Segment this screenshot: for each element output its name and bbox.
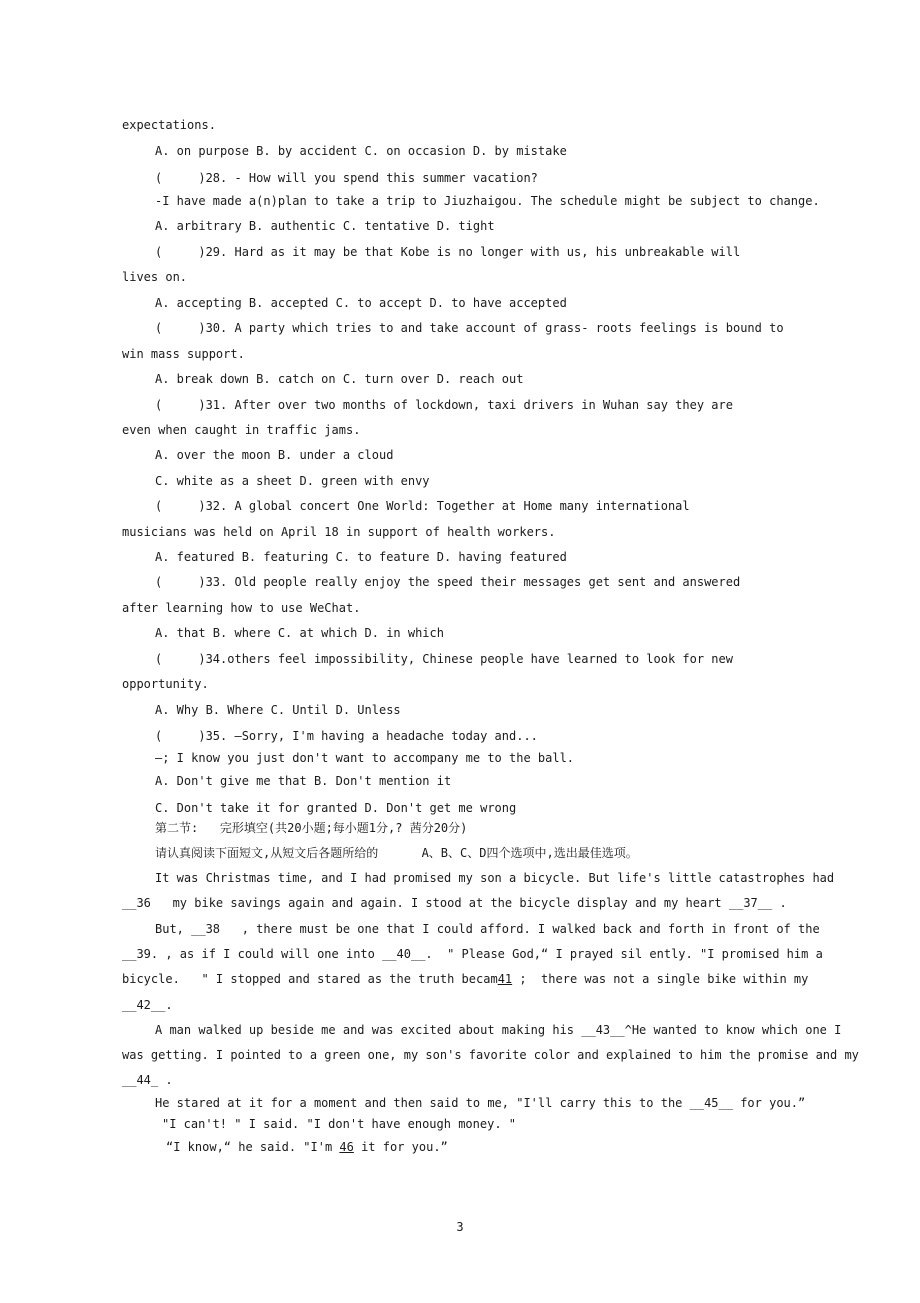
text-line: —; I know you just don't want to accompany me to the ball. xyxy=(155,751,575,765)
text-line: expectations. xyxy=(122,118,216,132)
text-line: lives on. xyxy=(122,270,188,284)
section-heading: 第二节: 完形填空(共20小题;每小题1分,? 茜分20分) xyxy=(155,821,468,835)
options-line: A. arbitrary B. authentic C. tentative D. tight xyxy=(155,219,495,233)
text-line: after learning how to use WeChat. xyxy=(122,601,361,615)
passage-line: But, __38 , there must be one that I could afford. I walked back and forth in front of the xyxy=(155,922,820,936)
question-32: ( )32. A global concert One World: Together at Home many international xyxy=(155,499,690,513)
options-line: C. Don't take it for granted D. Don't get me wrong xyxy=(155,801,517,815)
text-line: opportunity. xyxy=(122,677,209,691)
passage-line: __39. , as if I could will one into __40__. " Please God,“ I prayed sil ently. "I promised him a xyxy=(122,947,823,961)
question-28: ( )28. - How will you spend this summer vacation? xyxy=(155,171,538,185)
question-33: ( )33. Old people really enjoy the speed their messages get sent and answered xyxy=(155,575,741,589)
options-line: A. break down B. catch on C. turn over D. reach out xyxy=(155,372,524,386)
passage-line: was getting. I pointed to a green one, my son's favorite color and explained to him the promise and my xyxy=(122,1048,859,1062)
passage-line: He stared at it for a moment and then said to me, "I'll carry this to the __45__ for you.” xyxy=(155,1096,806,1110)
question-35: ( )35. —Sorry, I'm having a headache today and... xyxy=(155,729,538,743)
options-line: A. Don't give me that B. Don't mention it xyxy=(155,774,452,788)
text-line: win mass support. xyxy=(122,347,245,361)
options-line: A. over the moon B. under a cloud xyxy=(155,448,394,462)
passage-line: __42__. xyxy=(122,998,173,1012)
options-line: A. that B. where C. at which D. in which xyxy=(155,626,444,640)
options-line: A. Why B. Where C. Until D. Unless xyxy=(155,703,401,717)
passage-line: "I can't! " I said. "I don't have enough money. " xyxy=(162,1117,517,1131)
question-34: ( )34.others feel impossibility, Chinese people have learned to look for new xyxy=(155,652,733,666)
question-31: ( )31. After over two months of lockdown, taxi drivers in Wuhan say they are xyxy=(155,398,733,412)
page-number: 3 xyxy=(456,1220,464,1234)
passage-line: __44_ . xyxy=(122,1073,173,1087)
options-line: A. on purpose B. by accident C. on occasion D. by mistake xyxy=(155,144,567,158)
passage-line: “I know,“ he said. "I'm 46 it for you.” xyxy=(166,1140,448,1154)
question-30: ( )30. A party which tries to and take account of grass- roots feelings is bound to xyxy=(155,321,784,335)
question-29: ( )29. Hard as it may be that Kobe is no longer with us, his unbreakable will xyxy=(155,245,741,259)
options-line: A. featured B. featuring C. to feature D. having featured xyxy=(155,550,567,564)
instructions: 请认真阅读下面短文,从短文后各题所给的 A、B、C、D四个选项中,选出最佳选项。 xyxy=(155,846,638,860)
passage-line: __36 my bike savings again and again. I stood at the bicycle display and my heart __37__ . xyxy=(122,896,787,910)
options-line: A. accepting B. accepted C. to accept D. to have accepted xyxy=(155,296,567,310)
text-line: -I have made a(n)plan to take a trip to Jiuzhaigou. The schedule might be subject to change. xyxy=(155,194,820,208)
text-line: even when caught in traffic jams. xyxy=(122,423,361,437)
passage-line: A man walked up beside me and was excited about making his __43__^He wanted to know which one I xyxy=(155,1023,842,1037)
passage-line: It was Christmas time, and I had promised my son a bicycle. But life's little catastrophes had xyxy=(155,871,835,885)
options-line: C. white as a sheet D. green with envy xyxy=(155,474,430,488)
text-line: musicians was held on April 18 in support of health workers. xyxy=(122,525,556,539)
passage-line: bicycle. " I stopped and stared as the truth becam41 ; there was not a single bike within my xyxy=(122,972,809,986)
